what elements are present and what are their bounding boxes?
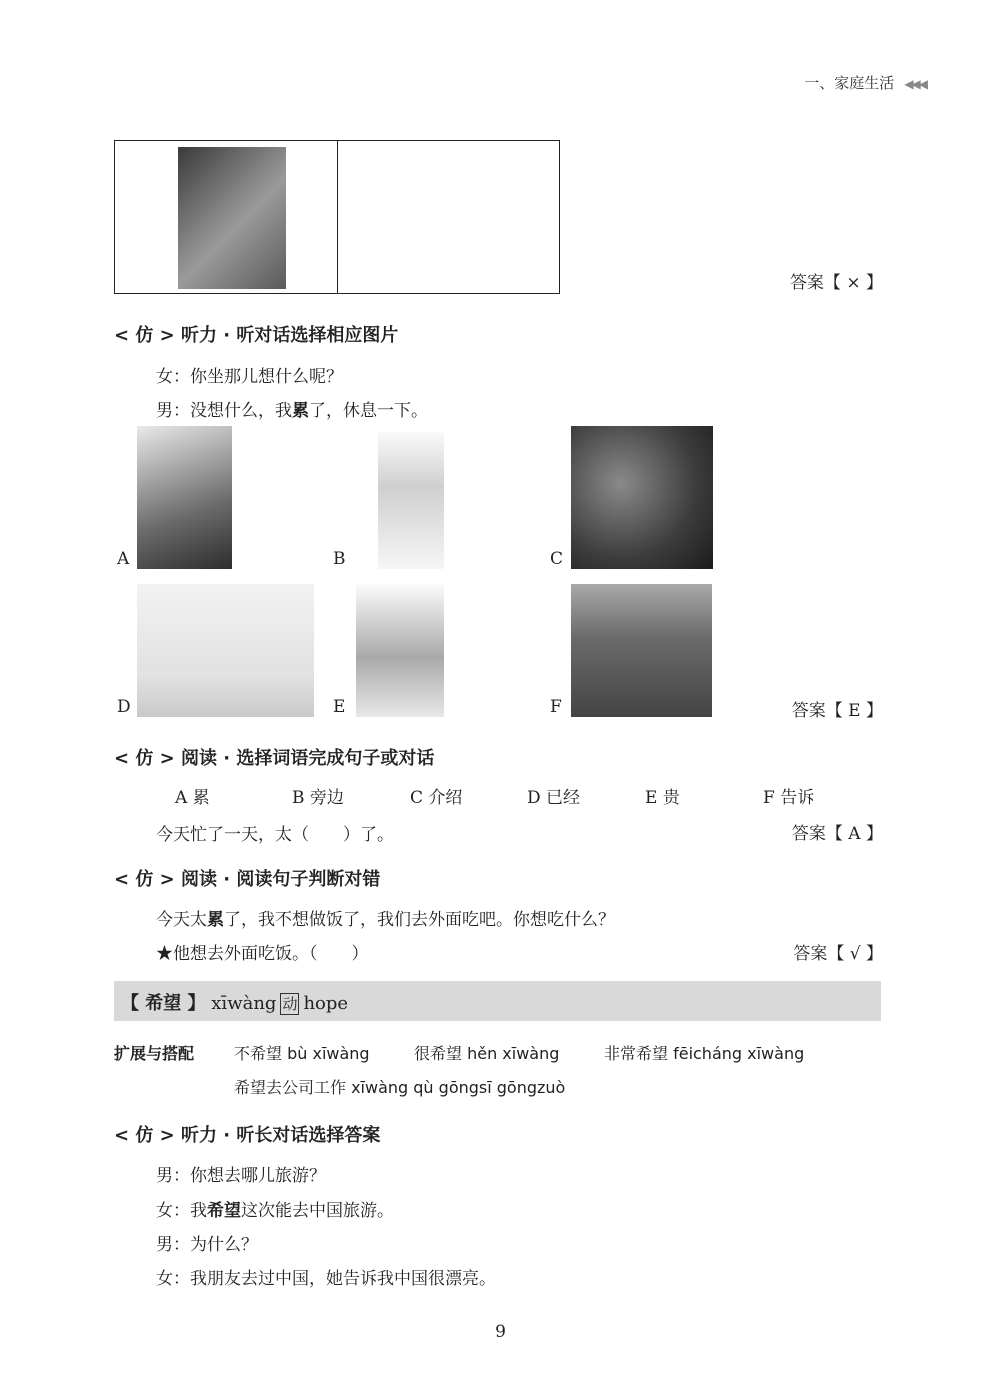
section-heading-reading-choice: < 仿 > 阅读 · 选择词语完成句子或对话 — [114, 748, 435, 769]
option-letter: A — [117, 549, 130, 569]
section-heading-long-dialog: < 仿 > 听力 · 听长对话选择答案 — [114, 1125, 381, 1146]
dialog-line: 女：你坐那儿想什么呢？ — [156, 367, 343, 387]
answer-2: 答案【 E 】 — [791, 701, 883, 721]
word-option: A 累 — [175, 788, 210, 808]
option-letter: B — [333, 549, 346, 569]
option-letter: E — [333, 697, 346, 717]
word-option: D 已经 — [527, 788, 581, 808]
picture-a-elderly-woman — [137, 426, 232, 569]
vocab-word: 【 希望 】 — [121, 993, 206, 1014]
option-letter: D — [117, 697, 131, 717]
collocation-item: 不希望 bù xīwàng — [234, 1044, 370, 1063]
dialog-line: 男：你想去哪儿旅游？ — [156, 1166, 326, 1186]
section-heading-reading-judge: < 仿 > 阅读 · 阅读句子判断对错 — [114, 869, 381, 890]
picture-f-hikers — [571, 584, 712, 717]
dialog-line: 男：没想什么，我累了，休息一下。 — [156, 401, 428, 421]
word-option: C 介绍 — [410, 788, 463, 808]
dialog-line: 男：为什么？ — [156, 1235, 258, 1255]
arrows-icon: ◀◀◀ — [904, 77, 926, 91]
word-option: F 告诉 — [763, 788, 815, 808]
fill-sentence: 今天忙了一天，太（ ）了。 — [156, 825, 394, 845]
image-table — [114, 140, 560, 294]
picture-b-woman-with-bag — [378, 432, 444, 569]
answer-4: 答案【 √ 】 — [793, 944, 883, 964]
picture-c-rain-puddle — [571, 426, 713, 569]
answer-1: 答案【 × 】 — [789, 273, 883, 293]
answer-3: 答案【 A 】 — [791, 824, 883, 844]
dialog-line: 女：我朋友去过中国，她告诉我中国很漂亮。 — [156, 1269, 496, 1289]
dialog-line: 女：我希望这次能去中国旅游。 — [156, 1201, 394, 1221]
vocab-pinyin: xīwàng — [211, 993, 277, 1014]
image-cell-empty — [337, 141, 560, 293]
collocation-item: 很希望 hěn xīwàng — [414, 1044, 560, 1063]
page-header — [804, 72, 926, 93]
picture-e-sitting-man — [356, 584, 444, 717]
picture-d-kungfu-boy — [137, 584, 314, 717]
section-heading-listening-pictures: < 仿 > 听力 · 听对话选择相应图片 — [114, 325, 399, 346]
vocab-meaning: hope — [303, 993, 349, 1014]
collocation-item: 希望去公司工作 xīwàng qù gōngsī gōngzuò — [234, 1078, 566, 1097]
extension-label: 扩展与搭配 — [114, 1044, 195, 1063]
handshake-photo — [178, 147, 286, 289]
option-letter: F — [550, 697, 562, 717]
option-letter: C — [550, 549, 564, 569]
part-of-speech-badge: 动 — [282, 995, 298, 1013]
word-option: B 旁边 — [292, 788, 344, 808]
judge-statement: ★他想去外面吃饭。（ ） — [156, 944, 369, 964]
image-cell-handshake — [115, 141, 337, 293]
collocation-item: 非常希望 fēicháng xīwàng — [604, 1044, 805, 1063]
page-number: 9 — [495, 1322, 506, 1342]
word-option: E 贵 — [645, 788, 680, 808]
vocab-entry — [121, 989, 348, 1015]
reading-sentence: 今天太累了，我不想做饭了，我们去外面吃吧。你想吃什么？ — [156, 910, 615, 930]
chapter-title: 一、家庭生活 — [804, 74, 895, 92]
